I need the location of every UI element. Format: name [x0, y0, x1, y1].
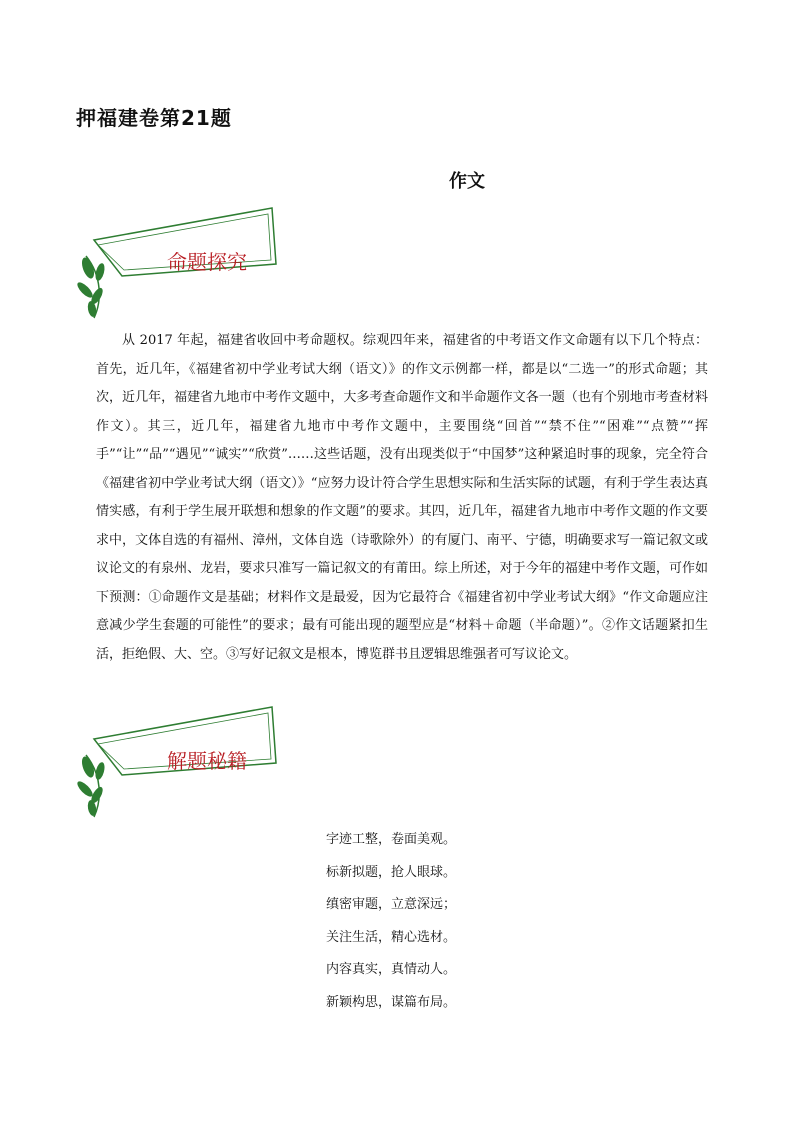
page-title: 押福建卷第21题: [76, 106, 232, 130]
tip-line: 内容真实，真情动人。: [326, 962, 457, 978]
tip-line: 缜密审题，立意深远；: [326, 897, 457, 913]
section-title: 作文: [449, 171, 485, 192]
section-banner-tips: [72, 705, 302, 820]
banner-label: 解题秘籍: [167, 749, 247, 773]
tips-list: [326, 824, 456, 1020]
section-banner-analysis: [72, 206, 302, 321]
tip-line: 标新拟题，抢人眼球。: [326, 864, 457, 880]
tip-line: 关注生活，精心选材。: [326, 929, 457, 945]
tip-line: 字迹工整，卷面美观。: [326, 832, 457, 847]
banner-label: 命题探究: [167, 250, 247, 274]
tip-line: 新颖构思，谋篇布局。: [326, 994, 457, 1010]
analysis-paragraph: 从 2017 年起，福建省收回中考命题权。综观四年来，福建省的中考语文作文命题有以下几个特点：首先，近几年，《福建省初中学业考试大纲（语文）》的作文示例都一样，都是以“二选一”的形式命题；其次，近几年，福建省九地市中考作文题中，大多考查命题作文和半命题作文各一题（也有个别地市考查材料作文）。其三，近几年，福建省九地市中考作文题中，主要围绕“回首”“禁不住”“困难”“点赞”“挥手”“让”“品”“遇见”“诚实”“欣赏”……这些话题，没有出现类似于“中国梦”这种紧追时事的现象，完全符合《福建省初中学业考试大纲（语文）》“应努力设计符合学生思想实际和生活实际的试题，有利于学生表达真情实感，有利于学生展开联想和想象的作文题”的要求。其四，近几年，福建省九地市中考作文题的作文要求中，文体自选的有福州、漳州，文体自选（诗歌除外）的有厦门、南平、宁德，明确要求写一篇记叙文或议论文的有泉州、龙岩，要求只准写一篇记叙文的有莆田。综上所述，对于今年的福建中考作文题，可作如下预测：①命题作文是基础；材料作文是最爱，因为它最符合《福建省初中学业考试大纲》“作文命题应注意减少学生套题的可能性”的要求；最有可能出现的题型应是“材料＋命题（半命题）”。②作文话题紧扣生活，拒绝假、大、空。③写好记叙文是根本，博览群书且逻辑思维强者可写议论文。: [96, 333, 708, 662]
